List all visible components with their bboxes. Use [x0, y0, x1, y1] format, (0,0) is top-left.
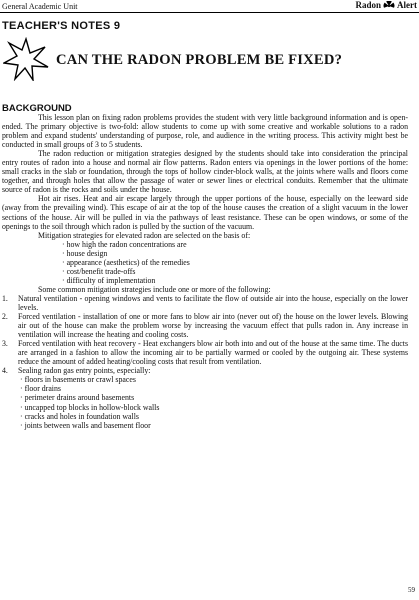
item-text: Forced ventilation - installation of one or more fans to blow air into (never out of) the house on the lower levels. Blowing air out of the house can make the problem worse by increasing the vacuum effect that pulls radon in. Any increase in ventilation will increase the heating and cooling costs. [18, 312, 408, 340]
list-item: · uncapped top blocks in hollow-block walls [20, 402, 160, 412]
list-item: · floor drains [20, 384, 61, 394]
section-heading: BACKGROUND [2, 103, 72, 114]
item-number: 2. [2, 312, 8, 322]
paragraph: Hot air rises. Heat and air escape largely through the upper portions of the house, especially on the leeward side (away from the prevailing wind). This escape of air at the top of the house causes the creation of a slight vacuum in the lower sections of the house. Air will be pulled in via the pathways of least resistance. These can be open windows, or some of the openings to the soil through which radon is pulled by the suction of the vacuum. [2, 194, 408, 231]
brand-word-radon: Radon [355, 0, 381, 10]
brand-logo [355, 0, 417, 11]
list-item: · joints between walls and basement floor [20, 420, 151, 430]
list-item: · house design [62, 248, 108, 258]
list-item: · perimeter drains around basements [20, 393, 135, 403]
item-number: 4. [2, 366, 8, 376]
basis-list [2, 240, 408, 285]
unit-label: General Academic Unit [2, 2, 78, 11]
strategy-item [2, 339, 408, 366]
paragraph: This lesson plan on fixing radon problems provides the student with very little background information and is open-ended. The primary objective is two-fold: allow students to come up with some creative and workable solutions to a radon problem and expand students' understanding of purpose, role, and audience in the writing process. This activity might best be conducted in small groups of 3 to 5 students. [2, 113, 408, 150]
entry-points-list [2, 375, 408, 429]
paragraph: The radon reduction or mitigation strategies designed by the students should take into consideration the principal entry routes of radon into a house and normal air flow patterns. Radon enters via openings in the lower portions of the home: small cracks in the slab or foundation, through the tops of hollow cinder-block walls, at the joints where walls and floors come together, and through holes that allow the passage of water or sewer lines or electrical conduits. Remember that the ultimate source of radon is the rocks and soils under the house. [2, 149, 408, 195]
item-text: Sealing radon gas entry points, especially: [18, 366, 151, 376]
list-item: · floors in basements or crawl spaces [20, 375, 136, 385]
item-number: 3. [2, 339, 8, 349]
page-title: CAN THE RADON PROBLEM BE FIXED? [56, 52, 343, 68]
strategy-item [2, 366, 408, 375]
paragraph: Mitigation strategies for elevated radon are selected on the basis of: [38, 230, 251, 240]
paragraph: Some common mitigation strategies include one or more of the following: [38, 284, 271, 294]
body-text [2, 113, 408, 430]
radiation-icon [383, 1, 395, 11]
strategy-item [2, 294, 408, 312]
teachers-notes-title: TEACHER'S NOTES 9 [2, 20, 121, 32]
page-number: 59 [408, 586, 415, 594]
list-item: · how high the radon concentrations are [62, 239, 187, 249]
list-item: · cracks and holes in foundation walls [20, 411, 139, 421]
item-text: Forced ventilation with heat recovery - Heat exchangers blow air both into and out of the house at the same time. The ducts are arranged in a fashion to allow the incoming air to be partially warmed or cooled by the outgoing air. These systems reduce the amount of added heating/cooling costs that result from ventilation. [18, 339, 408, 367]
list-item: · cost/benefit trade-offs [62, 266, 136, 276]
list-item: · appearance (aesthetics) of the remedies [62, 257, 190, 267]
list-item: · difficulty of implementation [62, 275, 156, 285]
item-number: 1. [2, 293, 8, 303]
brand-word-alert: Alert [397, 0, 417, 10]
strategy-item [2, 312, 408, 339]
star-burst-icon [3, 37, 49, 81]
item-text: Natural ventilation - opening windows and vents to facilitate the flow of outside air into the house, especially on the lower levels. [18, 293, 408, 312]
running-header [0, 0, 419, 13]
